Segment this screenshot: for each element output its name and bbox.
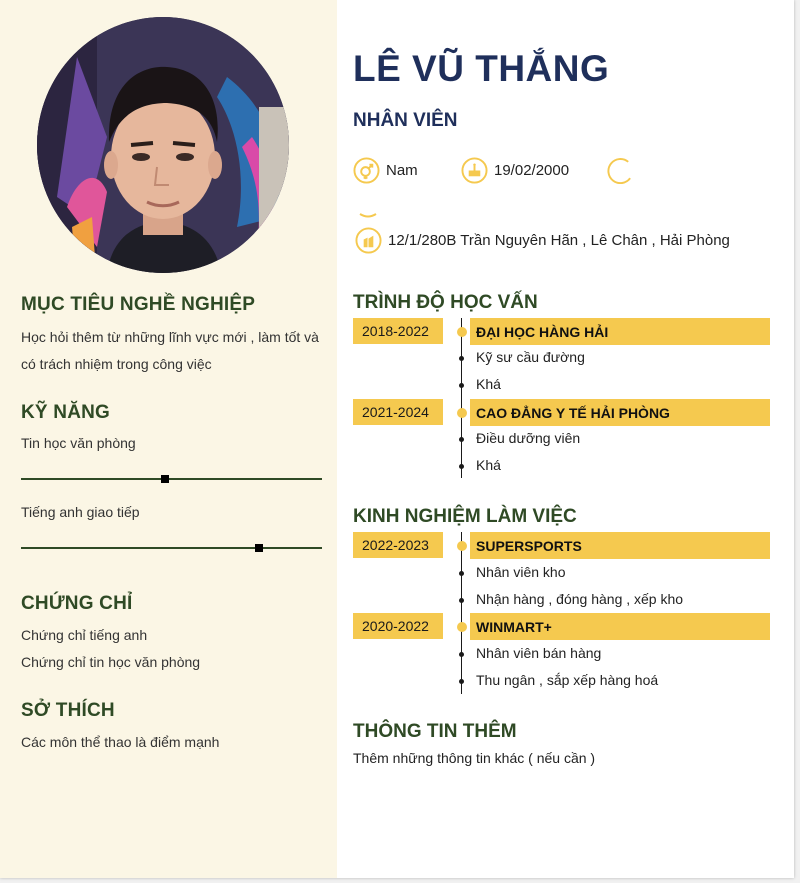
- hobbies-title: SỞ THÍCH: [21, 700, 115, 721]
- experience-position-1: Nhân viên kho: [476, 564, 566, 580]
- experience-period-2: 2020-2022: [353, 613, 443, 639]
- timeline-bullet: [459, 652, 464, 657]
- birthday-value: 19/02/2000: [494, 162, 570, 179]
- timeline-bullet: [459, 464, 464, 469]
- objective-line-2: có trách nhiệm trong công việc: [21, 356, 212, 372]
- timeline-bullet: [459, 679, 464, 684]
- skill-level-marker-2[interactable]: [255, 544, 263, 552]
- education-period-1: 2018-2022: [353, 318, 443, 344]
- candidate-role: NHÂN VIÊN: [353, 110, 458, 131]
- timeline-dot: [457, 622, 467, 632]
- education-school-2: CAO ĐẲNG Y TẾ HẢI PHÒNG: [470, 399, 770, 426]
- timeline-bullet: [459, 356, 464, 361]
- timeline-dot: [457, 541, 467, 551]
- objective-title: MỤC TIÊU NGHỀ NGHIỆP: [21, 294, 256, 315]
- birthday-info: [461, 157, 569, 184]
- timeline-bullet: [459, 437, 464, 442]
- experience-duty-2: Thu ngân , sắp xếp hàng hoá: [476, 672, 659, 688]
- certificate-item-1: Chứng chỉ tiếng anh: [21, 627, 148, 643]
- timeline-bullet: [459, 598, 464, 603]
- skill-label-2: Tiếng anh giao tiếp: [21, 504, 140, 520]
- gender-icon: [353, 157, 380, 184]
- birthday-cake-icon: [461, 157, 488, 184]
- education-major-1: Kỹ sư cầu đường: [476, 349, 585, 365]
- education-grade-2: Khá: [476, 457, 501, 473]
- skill-level-marker-1[interactable]: [161, 475, 169, 483]
- experience-company-2: WINMART+: [470, 613, 770, 640]
- avatar: [37, 17, 289, 273]
- objective-line-1: Học hỏi thêm từ những lĩnh vực mới , làm tốt và: [21, 329, 319, 345]
- skill-label-1: Tin học văn phòng: [21, 435, 136, 451]
- education-title: TRÌNH ĐỘ HỌC VẤN: [353, 292, 538, 313]
- education-major-2: Điều dưỡng viên: [476, 430, 581, 446]
- address-value: 12/1/280B Trần Nguyên Hãn , Lê Chân , Hải Phòng: [388, 232, 730, 249]
- timeline-dot: [457, 408, 467, 418]
- gender-info: [353, 157, 418, 184]
- phone-icon: [607, 157, 634, 184]
- experience-position-2: Nhân viên bán hàng: [476, 645, 602, 661]
- skill-bar-1: [21, 478, 322, 480]
- certificates-title: CHỨNG CHỈ: [21, 593, 133, 614]
- skills-title: KỸ NĂNG: [21, 402, 111, 423]
- experience-duty-1: Nhận hàng , đóng hàng , xếp kho: [476, 591, 684, 607]
- experience-timeline: [461, 532, 462, 694]
- timeline-bullet: [459, 383, 464, 388]
- avatar-photo: [37, 17, 289, 273]
- education-school-1: ĐẠI HỌC HÀNG HẢI: [470, 318, 770, 345]
- timeline-dot: [457, 327, 467, 337]
- sidebar: [0, 0, 337, 878]
- gender-value: Nam: [386, 162, 418, 179]
- phone-info: [607, 157, 640, 184]
- timeline-bullet: [459, 571, 464, 576]
- email-icon-fragment: [358, 213, 378, 219]
- skill-bar-2: [21, 547, 322, 549]
- additional-title: THÔNG TIN THÊM: [353, 721, 517, 742]
- certificate-item-2: Chứng chỉ tin học văn phòng: [21, 654, 201, 670]
- education-grade-1: Khá: [476, 376, 501, 392]
- experience-company-1: SUPERSPORTS: [470, 532, 770, 559]
- experience-title: KINH NGHIỆM LÀM VIỆC: [353, 506, 577, 527]
- education-period-2: 2021-2024: [353, 399, 443, 425]
- candidate-name: LÊ VŨ THẮNG: [353, 48, 610, 89]
- education-timeline: [461, 318, 462, 478]
- experience-period-1: 2022-2023: [353, 532, 443, 558]
- additional-text: Thêm những thông tin khác ( nếu cần ): [353, 750, 596, 766]
- location-icon: [355, 227, 382, 254]
- hobbies-text: Các môn thể thao là điểm mạnh: [21, 734, 220, 750]
- address-info: [355, 227, 730, 254]
